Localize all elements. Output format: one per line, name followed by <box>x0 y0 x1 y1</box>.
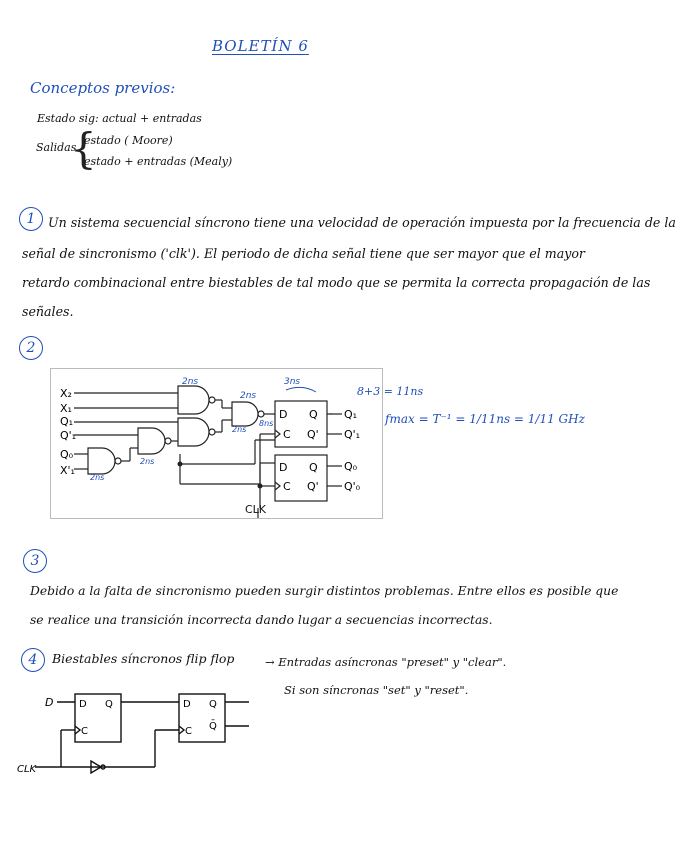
moore-line: estado ( Moore) <box>84 134 173 147</box>
question-1-number: 1 <box>19 207 43 231</box>
input-q1n-label: Q'₁ <box>60 429 77 442</box>
ffb-c-pin: C <box>185 726 192 737</box>
ffa-c-pin: C <box>81 726 88 737</box>
flip-flop-chain-diagram <box>15 688 255 783</box>
fmax-value: = T⁻¹ = 1/11ns = 1/11 GHz <box>418 412 585 426</box>
nand-gate-a <box>178 386 209 414</box>
delay-gate-d: 2ns <box>90 473 105 482</box>
clk-input-label: CLK <box>17 764 37 775</box>
question-3-number: 3 <box>23 549 47 573</box>
q1-line-3: retardo combinacional entre biestables de tal modo que se permita la correcta propagación de las <box>22 275 651 290</box>
q4-heading: Biestables síncronos flip flop <box>52 651 235 666</box>
ff1-q-pin: Q <box>309 408 318 421</box>
nand-gate-b-bubble <box>209 429 215 435</box>
input-q1-label: Q₁ <box>60 415 74 428</box>
fmax-formula <box>385 412 585 426</box>
concepts-heading: Conceptos previos: <box>30 79 176 97</box>
sequential-circuit-diagram <box>50 368 390 520</box>
clk-label: CLK <box>245 503 267 516</box>
q1-line-4: señales. <box>22 304 74 319</box>
output-q0n-label: Q'₀ <box>344 480 361 493</box>
input-x1-label: X₁ <box>60 402 72 415</box>
d-input-label: D <box>45 696 54 709</box>
ff0-qn-pin: Q' <box>307 480 319 493</box>
ffa-d-pin: D <box>79 699 87 710</box>
outputs-label: Salidas <box>36 141 77 154</box>
delay-gate-c: 2ns <box>140 457 155 466</box>
nand-gate-e <box>232 402 258 426</box>
q3-line-1: Debido a la falta de sincronismo pueden surgir distintos problemas. Entre ellos es posible que <box>30 584 619 598</box>
nand-gate-d <box>88 448 115 474</box>
question-2-number: 2 <box>19 336 43 360</box>
mealy-line: estado + entradas (Mealy) <box>84 155 233 168</box>
delay-gate-a: 2ns <box>182 377 199 387</box>
brace-icon: { <box>70 124 97 173</box>
ffa-q-pin: Q <box>105 699 113 710</box>
q1-line-1: Un sistema secuencial síncrono tiene una velocidad de operación impuesta por la frecuencia de la <box>48 215 676 230</box>
delay-ff: 3ns <box>284 377 301 387</box>
ff0-c-pin: C <box>283 480 291 493</box>
delay-sum: 8+3 = 11ns <box>357 385 424 398</box>
output-q1-label: Q₁ <box>344 408 358 421</box>
delay-gate-b: 2ns <box>232 425 247 434</box>
q3-line-2: se realice una transición incorrecta dando lugar a secuencias incorrectas. <box>30 613 493 627</box>
nand-gate-c <box>138 428 165 454</box>
ffb-q-pin: Q <box>209 699 217 710</box>
nand-gate-a-bubble <box>209 397 215 403</box>
output-q1n-label: Q'₁ <box>344 428 361 441</box>
nand-gate-b <box>178 418 209 446</box>
ff1-qn-pin: Q' <box>307 428 319 441</box>
input-q0-label: Q₀ <box>60 448 74 461</box>
question-4-number: 4 <box>21 648 45 672</box>
nand-gate-c-bubble <box>165 438 171 444</box>
input-x1n-label: X'₁ <box>60 464 75 477</box>
clk-junction-dot <box>258 484 263 489</box>
delay-gate-e: 2ns <box>240 391 257 401</box>
nand-gate-e-bubble <box>258 411 264 417</box>
page-title: BOLETÍN 6 <box>212 37 309 55</box>
output-q0-label: Q₀ <box>344 460 358 473</box>
ffb-qn-pin: Q̄ <box>209 721 217 732</box>
ff1-c-pin: C <box>283 428 291 441</box>
input-x2-label: X₂ <box>60 387 72 400</box>
delay-path-total: 8ns <box>259 419 274 428</box>
ff1-d-pin: D <box>279 408 288 421</box>
delay-arc <box>286 387 316 392</box>
q1-line-2: señal de sincronismo ('clk'). El periodo de dicha señal tiene que ser mayor que el mayor <box>22 246 585 261</box>
feedback-junction-dot <box>178 462 183 467</box>
ffb-d-pin: D <box>183 699 191 710</box>
ff0-q-pin: Q <box>309 461 318 474</box>
next-state-line: Estado sig: actual + entradas <box>37 112 202 125</box>
nand-gate-d-bubble <box>115 458 121 464</box>
q4-note-async: → Entradas asíncronas "preset" y "clear". <box>265 655 507 669</box>
fmax-label: fmax <box>385 412 415 426</box>
diagram-frame <box>51 369 383 519</box>
ff0-d-pin: D <box>279 461 288 474</box>
q4-note-sync: Si son síncronas "set" y "reset". <box>284 683 469 697</box>
